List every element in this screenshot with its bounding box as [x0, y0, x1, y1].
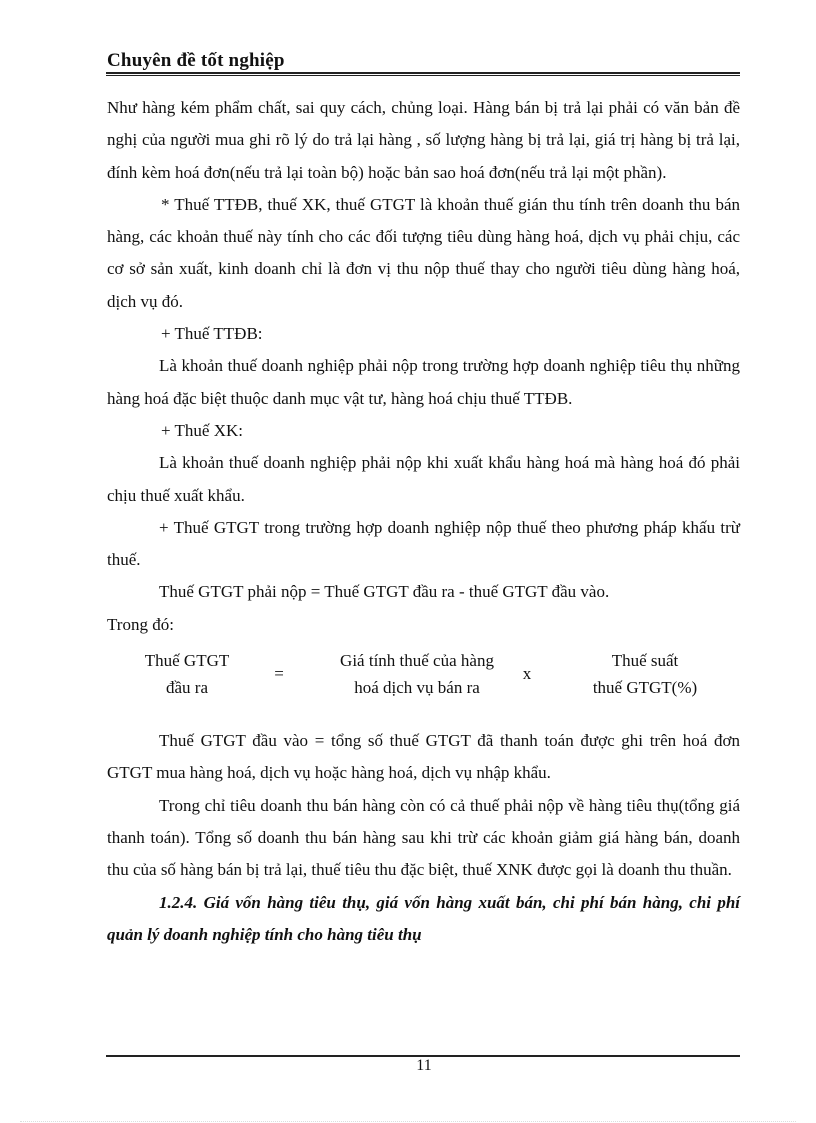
- paragraph: Thuế GTGT phải nộp = Thuế GTGT đầu ra - thuế GTGT đầu vào.: [159, 582, 610, 602]
- paragraph: * Thuế TTĐB, thuế XK, thuế GTGT là khoản thuế gián thu tính trên doanh thu bán hàng, các khoản thuế này tính cho các đối tượng tiêu dùng hàng hoá, dịch vụ phải chịu, các cơ sở sản xuất, kinh doanh chỉ là đơn vị thu nộp thuế thay cho người tiêu dùng hàng hoá, dịch vụ đó.: [107, 194, 740, 311]
- formula-left-line1: Thuế GTGT: [144, 651, 230, 671]
- paragraph: + Thuế XK:: [161, 420, 243, 440]
- page-number: 11: [416, 1057, 432, 1074]
- paragraph: Là khoản thuế doanh nghiệp phải nộp khi xuất khẩu hàng hoá mà hàng hoá đó phải chịu thuế xuất khẩu.: [107, 453, 740, 505]
- formula-equals: =: [274, 664, 284, 684]
- paragraph: + Thuế GTGT trong trường hợp doanh nghiệp nộp thuế theo phương pháp khấu trừ thuế.: [107, 517, 740, 570]
- formula-right-line1: Thuế suất: [611, 651, 679, 671]
- formula-right-line2: thuế GTGT(%): [592, 678, 698, 698]
- paragraph: Là khoản thuế doanh nghiệp phải nộp trong trường hợp doanh nghiệp tiêu thụ những hàng hoá đặc biệt thuộc danh mục vật tư, hàng hoá chịu thuế TTĐB.: [107, 356, 740, 408]
- formula-mid-line1: Giá tính thuế của hàng: [340, 651, 494, 671]
- formula-left-line2: đầu ra: [165, 678, 208, 698]
- formula-right: [555, 647, 735, 701]
- page-edge-divider: [20, 1121, 796, 1122]
- paragraph: Trong đó:: [107, 614, 174, 634]
- formula-left: [127, 647, 247, 701]
- paragraph: + Thuế TTĐB:: [161, 324, 263, 344]
- section-heading: 1.2.4. Giá vốn hàng tiêu thụ, giá vốn hàng xuất bán, chi phí bán hàng, chi phí quản lý doanh nghiệp tính cho hàng tiêu thụ: [107, 892, 740, 944]
- paragraph: Trong chỉ tiêu doanh thu bán hàng còn có cả thuế phải nộp về hàng tiêu thụ(tổng giá thanh toán). Tổng số doanh thu bán hàng sau khi trừ các khoản giảm giá hàng bán, doanh thu của số hàng bán bị trả lại, thuế tiêu thu đặc biệt, thuế XNK được gọi là doanh thu thuần.: [107, 795, 740, 880]
- formula-middle: [322, 647, 512, 701]
- header-title: Chuyên đề tốt nghiệp: [107, 50, 285, 71]
- paragraph: Thuế GTGT đầu vào = tổng số thuế GTGT đã thanh toán được ghi trên hoá đơn GTGT mua hàng hoá, dịch vụ hoặc hàng hoá, dịch vụ nhập khẩu.: [107, 731, 740, 783]
- header-rule-thin: [106, 75, 740, 76]
- paragraph: Như hàng kém phẩm chất, sai quy cách, chủng loại. Hàng bán bị trả lại phải có văn bản đề nghị của người mua ghi rõ lý do trả lại hàng , số lượng hàng bị trả lại, giá trị hàng bị trả lại, đính kèm hoá đơn(nếu trả lại toàn bộ) hoặc bản sao hoá đơn(nếu trả lại một phần).: [107, 98, 740, 182]
- vat-formula: [107, 647, 740, 717]
- header-rule: [106, 72, 740, 74]
- document-body: [107, 92, 740, 951]
- formula-times: x: [522, 664, 532, 684]
- formula-mid-line2: hoá dịch vụ bán ra: [354, 678, 480, 698]
